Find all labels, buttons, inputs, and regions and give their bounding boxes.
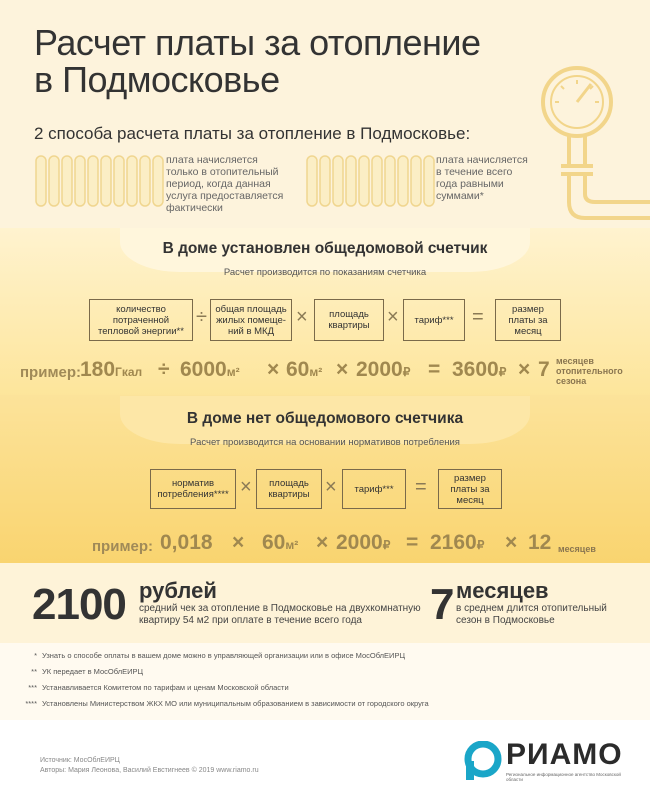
title-line-2: в Подмосковье [34,59,280,100]
source-credit: Источник: МосОблЕИРЦ [40,757,120,764]
no-meter-section-subtitle: Расчет производится на основании нормативов потребления [190,437,460,448]
no-meter-section-title: В доме нет общедомового счетчика [186,410,464,427]
equals-operator: = [415,476,427,498]
multiply-operator: × [296,306,308,328]
season-number: 7 [430,580,454,629]
example-1-value: 6000м² [180,358,240,381]
radiator-icon [305,152,435,210]
footnote: **** Установлены Министерством ЖКХ МО или муниципальным образованием в зависимости от городского округа [25,699,429,708]
page-title [34,24,481,98]
riamo-tagline: Региональное информационное агентство Московской области [506,772,621,782]
formula-box-flat-area: площадь квартиры [314,299,384,341]
example-1-months: 7 [538,358,550,381]
avg-bill-number: 2100 [32,580,126,629]
example-2-value: 0,018 [160,531,213,554]
radiator-icon [34,152,164,210]
example-2-op: × [316,531,329,554]
avg-bill-unit: рублей [139,578,217,603]
avg-bill-desc: средний чек за отопление в Подмосковье на двухкомнатную квартиру 54 м2 при оплате в течение всего года [139,603,421,626]
multiply-operator: × [387,306,399,328]
formula-box-tariff: тариф*** [403,299,465,341]
authors-credit: Авторы: Мария Леонова, Василий Евстигнеев © 2019 www.riamo.ru [40,767,259,774]
methods-heading: 2 способа расчета платы за отопление в Подмосковье: [34,124,471,143]
example-label: пример: [92,538,154,555]
method-2-text: плата начисляется в течение всего года равными суммами* [436,154,528,202]
meter-section-subtitle: Расчет производится по показаниям счетчика [223,267,427,278]
example-2-tail: месяцев [558,544,596,554]
formula-box-norm: норматив потребления**** [150,469,236,509]
example-1-value: 180Гкал [80,358,143,381]
footnote: *** Устанавливается Комитетом по тарифам и ценам Московской области [28,683,289,692]
equals-operator: = [472,306,484,328]
riamo-logo-text: РИАМО [506,738,623,771]
example-1-result: 3600₽ [452,358,507,381]
example-1-op: × [518,358,531,381]
method-1-text: плата начисляется только в отопительный период, когда данная услуга предоставляется фактически [166,154,284,214]
example-2-months: 12 [528,531,552,554]
formula-box-tariff: тариф*** [342,469,406,509]
title-line-1: Расчет платы за отопление [34,22,481,63]
formula-box-flat-area: площадь квартиры [256,469,322,509]
multiply-operator: × [325,476,337,498]
example-2-op: × [505,531,518,554]
footnote: ** УК передает в МосОблЕИРЦ [31,667,144,676]
example-1-tail: месяцев отопительного сезона [556,356,623,386]
example-2-op: = [406,531,419,554]
example-2-op: × [232,531,245,554]
formula-box-payment: размер платы за месяц [495,299,561,341]
example-1-value: 60м² [286,358,323,381]
example-2-value: 60м² [262,531,299,554]
formula-box-total-area: общая площадь жилых помеще-ний в МКД [210,299,292,341]
season-unit: месяцев [456,578,549,603]
multiply-operator: × [240,476,252,498]
pressure-gauge-icon [525,62,650,232]
season-desc: в среднем длится отопительный сезон в Подмосковье [456,603,607,626]
example-2-result: 2160₽ [430,531,485,554]
formula-box-payment: размер платы за месяц [438,469,502,509]
formula-box-energy: количество потраченной тепловой энергии** [89,299,193,341]
example-label: пример: [20,364,82,381]
meter-section-title: В доме установлен общедомовой счетчик [162,240,488,257]
example-1-op: × [336,358,349,381]
example-1-op: × [267,358,280,381]
example-1-value: 2000₽ [356,358,411,381]
riamo-logo-icon [463,741,503,781]
footnote: * Узнать о способе оплаты в вашем доме можно в управляющей организации или в офисе МосОблЕИРЦ [34,651,405,660]
example-1-op: ÷ [158,358,170,381]
divide-operator: ÷ [196,306,207,328]
example-1-op: = [428,358,441,381]
example-2-value: 2000₽ [336,531,391,554]
